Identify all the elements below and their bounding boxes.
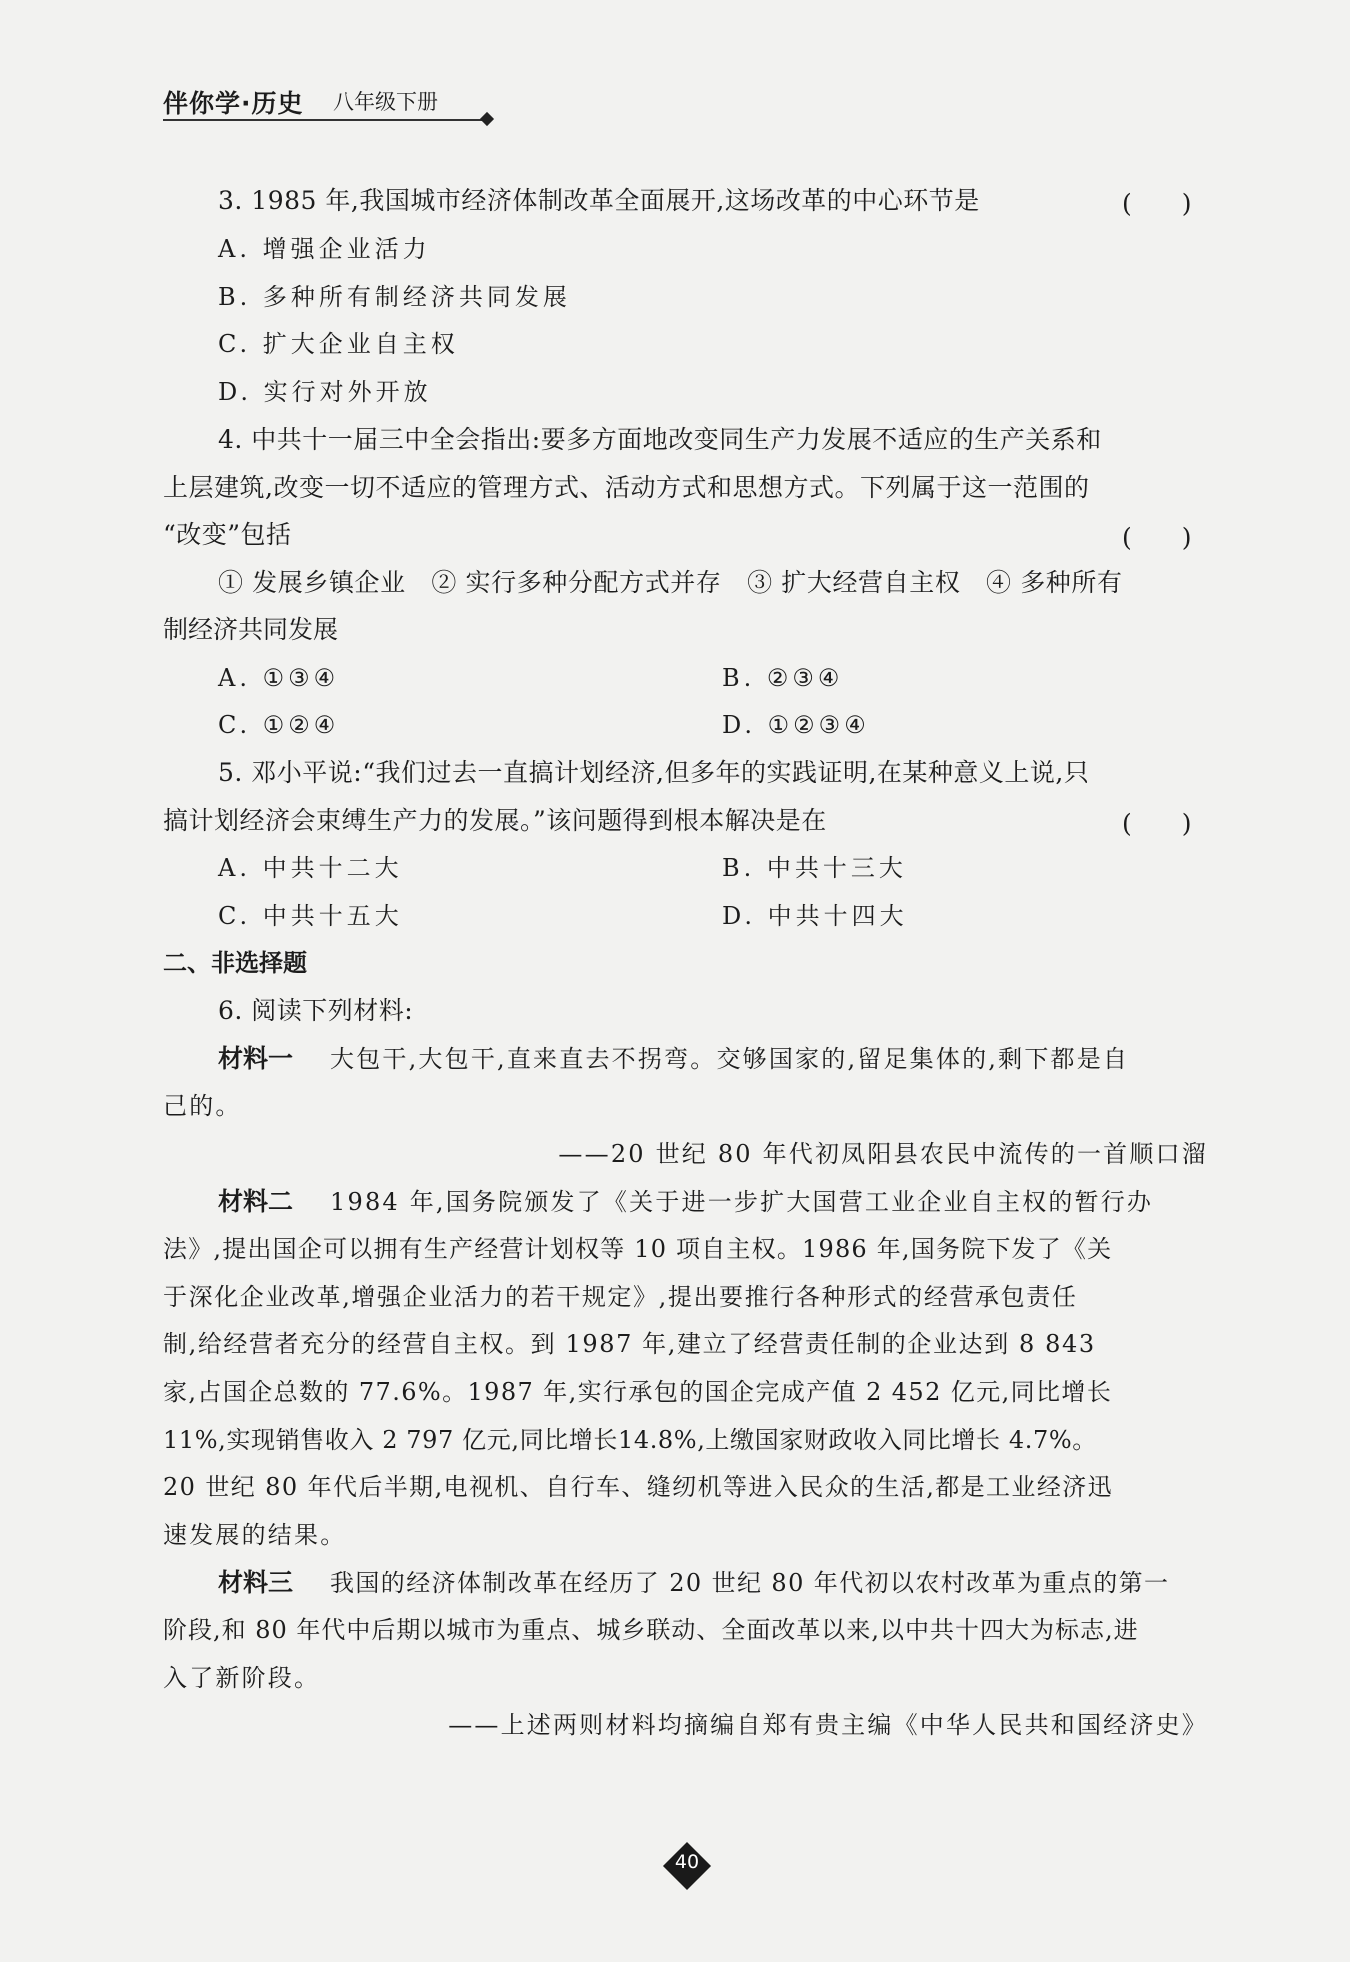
q6-intro: 6. 阅读下列材料: (218, 996, 414, 1025)
page-number-badge (664, 1843, 710, 1889)
material-2-line5: 家,占国企总数的 77.6%。1987 年,实行承包的国企完成产值 2 452 亿元,同比增长 (163, 1378, 1113, 1406)
q4-stem-line3: “改变”包括 (163, 520, 292, 549)
page-number: 40 (674, 1851, 700, 1873)
material-2-line7: 20 世纪 80 年代后半期,电视机、自行车、缝纫机等进入民众的生活,都是工业经济迅 (163, 1473, 1114, 1501)
diamond-icon (480, 112, 494, 126)
q3-answer-paren: ( ) (1122, 189, 1192, 218)
material-3-source: ——上述两则材料均摘编自郑有贵主编《中华人民共和国经济史》 (448, 1711, 1208, 1739)
material-2-line1: 1984 年,国务院颁发了《关于进一步扩大国营工业企业自主权的暂行办 (330, 1188, 1154, 1216)
q4-option-d: D. ①②③④ (722, 711, 870, 739)
q4-option-b: B. ②③④ (722, 664, 844, 692)
q5-option-d: D. 中共十四大 (722, 902, 908, 930)
q5-option-a: A. 中共十二大 (218, 854, 403, 882)
q4-items-line1: ① 发展乡镇企业 ② 实行多种分配方式并存 ③ 扩大经营自主权 ④ 多种所有 (218, 568, 1123, 597)
material-1-label: 材料一 (218, 1044, 294, 1073)
q4-stem-line1: 4. 中共十一届三中全会指出:要多方面地改变同生产力发展不适应的生产关系和 (218, 425, 1102, 454)
material-3-label: 材料三 (218, 1568, 294, 1597)
q4-option-c: C. ①②④ (218, 711, 340, 739)
q3-option-d: D. 实行对外开放 (218, 378, 432, 406)
section-heading: 二、非选择题 (163, 949, 307, 977)
material-1-line1: 大包干,大包干,直来直去不拐弯。交够国家的,留足集体的,剩下都是自 (330, 1045, 1130, 1073)
q5-stem-line2: 搞计划经济会束缚生产力的发展。”该问题得到根本解决是在 (163, 806, 827, 835)
grade-label: 八年级下册 (333, 90, 438, 114)
material-1-source: ——20 世纪 80 年代初凤阳县农民中流传的一首顺口溜 (558, 1140, 1208, 1168)
q4-answer-paren: ( ) (1122, 523, 1192, 552)
q3-option-b: B. 多种所有制经济共同发展 (218, 283, 571, 311)
header-rule (163, 119, 488, 121)
q4-items-line2: 制经济共同发展 (163, 615, 339, 644)
q4-stem-line2: 上层建筑,改变一切不适应的管理方式、活动方式和思想方式。下列属于这一范围的 (163, 473, 1090, 502)
material-2-line6: 11%,实现销售收入 2 797 亿元,同比增长14.8%,上缴国家财政收入同比增长 4.7%。 (163, 1426, 1097, 1454)
material-2-line8: 速发展的结果。 (163, 1521, 347, 1549)
material-2-line4: 制,给经营者充分的经营自主权。到 1987 年,建立了经营责任制的企业达到 8 843 (163, 1330, 1096, 1358)
material-2-line3: 于深化企业改革,增强企业活力的若干规定》,提出要推行各种形式的经营承包责任 (163, 1283, 1078, 1311)
q3-option-c: C. 扩大企业自主权 (218, 330, 459, 358)
book-title: 伴你学·历史 (163, 89, 304, 118)
q5-option-b: B. 中共十三大 (722, 854, 907, 882)
material-3-line3: 入了新阶段。 (163, 1664, 321, 1692)
q3-option-a: A. 增强企业活力 (218, 235, 431, 263)
q4-option-a: A. ①③④ (218, 664, 340, 692)
q5-option-c: C. 中共十五大 (218, 902, 403, 930)
running-header (163, 84, 503, 124)
material-3-line1: 我国的经济体制改革在经历了 20 世纪 80 年代初以农村改革为重点的第一 (330, 1569, 1170, 1597)
material-3-line2: 阶段,和 80 年代中后期以城市为重点、城乡联动、全面改革以来,以中共十四大为标志,进 (163, 1616, 1139, 1644)
q5-stem-line1: 5. 邓小平说:“我们过去一直搞计划经济,但多年的实践证明,在某种意义上说,只 (218, 758, 1090, 787)
q5-answer-paren: ( ) (1122, 809, 1192, 838)
material-2-line2: 法》,提出国企可以拥有生产经营计划权等 10 项自主权。1986 年,国务院下发了《关 (163, 1235, 1113, 1263)
material-2-label: 材料二 (218, 1187, 294, 1216)
q3-stem: 3. 1985 年,我国城市经济体制改革全面展开,这场改革的中心环节是 (218, 186, 980, 215)
material-1-line2: 己的。 (163, 1092, 242, 1120)
